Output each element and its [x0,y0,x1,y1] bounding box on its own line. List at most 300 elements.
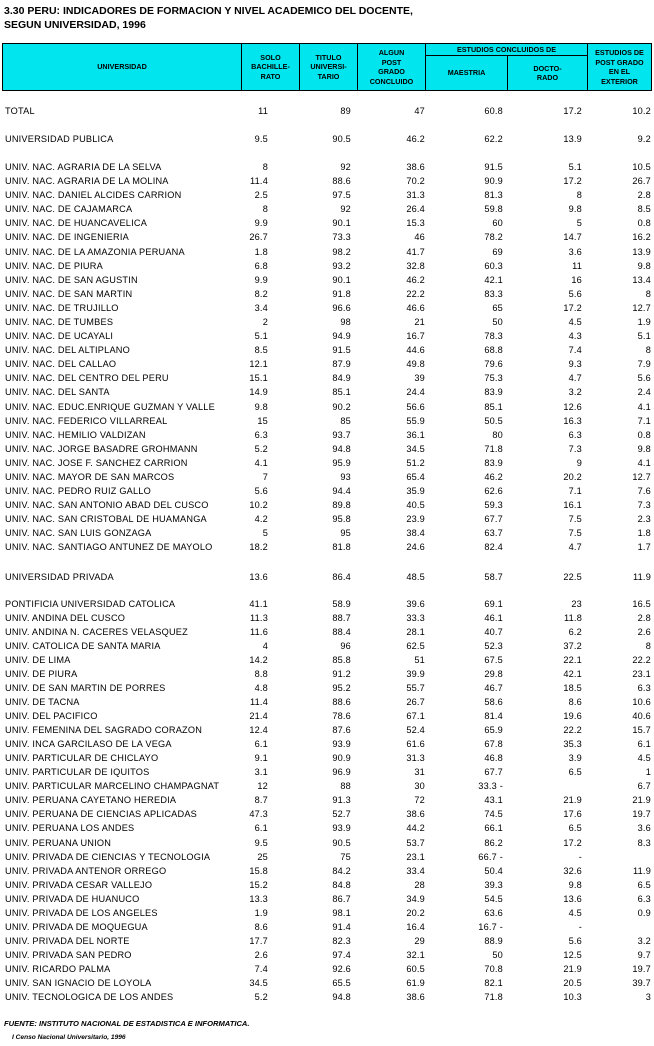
cell-universidad: UNIV. NAC. JOSE F. SANCHEZ CARRION [5,457,188,468]
cell-value: 9.7 [637,949,651,960]
cell-universidad: UNIV. ANDINA DEL CUSCO [5,613,126,624]
cell-value: 6.8 [254,260,268,271]
cell-value: 5.6 [568,935,582,946]
cell-value: 89 [340,106,351,116]
cell-value: 40.5 [406,500,425,511]
table-row [0,793,654,807]
cell-value: 24.4 [406,387,425,398]
table-row [0,836,654,850]
cell-value: 85.1 [332,387,351,398]
cell-universidad: UNIV. INCA GARCILASO DE LA VEGA [5,739,172,750]
cell-universidad: UNIV. NAC. DE SAN AGUSTIN [5,274,138,285]
cell-value: 22.2 [563,725,582,736]
cell-value: 67.7 [484,514,503,525]
cell-value: 94.8 [332,991,351,1002]
title-line-1: 3.30 PERU: INDICADORES DE FORMACION Y NIVEL ACADEMICO DEL DOCENTE, [4,5,413,17]
cell-value: 9 [576,457,582,468]
cell-value: 93 [340,471,351,482]
cell-value: 53.7 [406,837,425,848]
cell-value: 44.6 [406,345,425,356]
cell-value: 10.2 [249,500,268,511]
header-postgrado: ALGUN POST GRADO CONCLUIDO [357,44,425,90]
cell-value: 11 [572,260,582,271]
cell-value: 8.3 [637,837,651,848]
cell-value: 93.2 [332,260,351,271]
cell-value: 97.4 [332,949,351,960]
cell-value: 75.3 [484,373,503,384]
cell-value: 4.8 [254,683,268,694]
cell-value: 58.7 [484,572,503,582]
cell-value: 38.6 [406,809,425,820]
cell-value: 65.4 [406,471,425,482]
cell-value: 9.8 [637,443,651,454]
cell-value: 10.6 [632,697,651,708]
cell-value: 55.7 [406,683,425,694]
cell-value: 4.5 [637,753,651,764]
cell-value: 87.9 [332,359,351,370]
cell-value: 67.1 [406,711,425,722]
cell-value: 12.7 [632,471,651,482]
cell-value: 23 [571,599,582,609]
cell-value: 54.5 [484,893,503,904]
cell-value: 67.7 [484,767,503,778]
cell-value: 4.1 [254,457,268,468]
cell-value: 16.7 - [478,921,503,932]
table-row [0,709,654,723]
cell-value: 41.1 [249,599,268,609]
cell-value: 22.2 [632,655,651,666]
cell-value: 15.7 [632,725,651,736]
header-doctorado: DOCTO- RADO [507,56,587,90]
cell-value: 16.7 [406,331,425,342]
cell-value: 7.9 [637,359,651,370]
cell-value: 6.5 [568,823,582,834]
cell-value: 93.9 [332,739,351,750]
cell-value: 33.3 - [478,781,503,792]
cell-value: 91.5 [484,162,503,172]
cell-value: 66.1 [484,823,503,834]
cell-universidad: UNIV. NAC. DE TUMBES [5,316,114,327]
cell-value: 46.2 [406,274,425,285]
cell-value: 4.3 [568,331,582,342]
table-row [0,779,654,793]
table-row [0,906,654,920]
cell-value: 14.9 [249,387,268,398]
cell-value: 11.4 [250,697,268,708]
cell-value: 13.3 [249,893,268,904]
table-row [0,287,654,301]
cell-value: 47.3 [249,809,268,820]
cell-value: 90.1 [332,274,351,285]
table-row [0,301,654,315]
cell-value: 7.5 [568,528,582,539]
cell-value: 22.1 [563,655,582,666]
cell-value: 38.6 [406,991,425,1002]
cell-value: 8 [645,641,651,652]
cell-value: 87.6 [332,725,351,736]
cell-universidad: UNIV. SAN IGNACIO DE LOYOLA [5,977,152,988]
cell-value: 90.9 [484,176,503,187]
cell-value: 50.4 [484,865,503,876]
cell-value: 85.1 [484,401,503,412]
cell-universidad: UNIV. DE PIURA [5,669,78,680]
cell-value: 9.5 [254,837,268,848]
cell-value: 82.3 [332,935,351,946]
cell-value: 92 [340,204,351,215]
cell-universidad: UNIV. PRIVADA DE HUANUCO [5,893,140,904]
table-row [0,442,654,456]
cell-value: 4 [262,641,268,652]
cell-universidad: UNIV. NAC. DE SAN MARTIN [5,288,133,299]
table-row [0,188,654,202]
table-row [0,920,654,934]
cell-universidad: PONTIFICIA UNIVERSIDAD CATOLICA [5,599,176,609]
cell-value: 12.1 [249,359,268,370]
cell-universidad: UNIV. PERUANA LOS ANDES [5,823,135,834]
cell-value: 1 [645,767,651,778]
cell-value: 46.2 [484,471,503,482]
cell-value: 95.2 [332,683,351,694]
cell-value: 2.5 [254,190,268,201]
cell-value: 15.2 [249,879,268,890]
cell-value: 14.2 [249,655,268,666]
cell-universidad: UNIV. TECNOLOGICA DE LOS ANDES [5,991,174,1002]
cell-value: 32.8 [406,260,425,271]
cell-value: 83.9 [484,387,503,398]
table-row [0,695,654,709]
cell-universidad: UNIV. PERUANA CAYETANO HEREDIA [5,795,177,806]
table-title [4,4,413,32]
footer-census: I Censo Nacional Universitario, 1996 [12,1034,126,1041]
cell-value: 11.9 [633,865,651,876]
cell-value: 2.6 [637,627,651,638]
cell-value: 82.4 [484,542,503,553]
cell-value: 88.7 [332,613,351,624]
table-row [0,625,654,639]
cell-universidad: UNIV. NAC. DEL ALTIPLANO [5,345,130,356]
cell-value: 46.1 [484,613,503,624]
cell-universidad: UNIV. PRIVADA SAN PEDRO [5,949,132,960]
cell-value: 66.7 - [478,851,503,862]
cell-value: 38.4 [406,528,425,539]
table-row [0,526,654,540]
cell-value: 7.5 [568,514,582,525]
cell-universidad: UNIV. DE SAN MARTIN DE PORRES [5,683,166,694]
cell-value: 7.3 [568,443,582,454]
table-row [0,104,654,118]
cell-value: 9.8 [637,260,651,271]
cell-value: 26.7 [632,176,651,187]
table-row [0,259,654,273]
cell-universidad: UNIV. NAC. SAN CRISTOBAL DE HUAMANGA [5,514,207,525]
cell-value: 21.9 [632,795,651,806]
cell-value: 25 [257,851,268,862]
cell-value: 48.5 [406,572,425,582]
cell-value: 72 [414,795,425,806]
cell-value: 3.2 [637,935,651,946]
cell-value: 81.8 [332,542,351,553]
cell-value: 6.3 [637,683,651,694]
header-bachillerato: SOLO BACHILLE- RATO [241,44,299,90]
cell-universidad: UNIV. NAC. DE UCAYALI [5,331,114,342]
cell-value: 22.5 [563,572,582,582]
cell-value: 84.2 [332,865,351,876]
cell-value: 81.4 [484,711,503,722]
table-row [0,329,654,343]
table-row [0,160,654,174]
cell-value: 3.6 [568,246,582,257]
cell-value: 22.2 [406,288,425,299]
table-row [0,428,654,442]
cell-value: 35.9 [406,486,425,497]
cell-value: 3.2 [568,387,582,398]
cell-value: 8.8 [254,669,268,680]
cell-value: 0.8 [637,218,651,229]
cell-value: 39 [414,373,425,384]
cell-value: 60.8 [484,106,503,116]
cell-value: 8 [576,190,582,201]
cell-value: 6.7 [637,781,651,792]
cell-value: 83.9 [484,457,503,468]
cell-value: 1.9 [254,907,268,918]
cell-universidad: UNIV. NAC. FEDERICO VILLARREAL [5,415,168,426]
cell-value: 49.8 [406,359,425,370]
cell-value: 21.4 [249,711,268,722]
cell-universidad: UNIV. DE TACNA [5,697,80,708]
footer-source: FUENTE: INSTITUTO NACIONAL DE ESTADISTICA E INFORMATICA. [4,1019,250,1028]
table-row [0,512,654,526]
cell-value: 39.9 [406,669,425,680]
cell-value: 16.4 [406,921,425,932]
table-row [0,892,654,906]
cell-value: 6.3 [637,893,651,904]
cell-universidad: UNIV. RICARDO PALMA [5,963,111,974]
cell-value: 88 [340,781,351,792]
table-row [0,498,654,512]
table-row [0,343,654,357]
cell-value: 12 [257,781,268,792]
cell-value: 3.9 [568,753,582,764]
cell-value: 84.9 [332,373,351,384]
cell-value: 19.7 [632,809,651,820]
cell-value: 85 [340,415,351,426]
cell-value: 34.5 [406,443,425,454]
cell-value: 71.8 [484,443,503,454]
cell-value: 70.8 [484,963,503,974]
cell-universidad: UNIV. PRIVADA CESAR VALLEJO [5,879,153,890]
cell-value: 4.5 [568,316,582,327]
cell-value: 96.9 [332,767,351,778]
table-row [0,751,654,765]
table-row [0,216,654,230]
cell-value: 88.6 [332,697,351,708]
cell-value: 12.5 [563,949,582,960]
cell-value: 69 [492,246,503,257]
cell-universidad: UNIV. NAC. DE TRUJILLO [5,302,119,313]
cell-value: 10.2 [632,106,651,116]
cell-value: 7.4 [568,345,582,356]
table-row [0,371,654,385]
cell-universidad: UNIV. NAC. DE PIURA [5,260,103,271]
cell-value: 21.9 [563,795,582,806]
table-row [0,400,654,414]
cell-value: 78.2 [484,232,503,243]
cell-value: 2.8 [637,613,651,624]
cell-value: 96.6 [332,302,351,313]
cell-value: 93.7 [332,429,351,440]
cell-universidad: UNIV. PERUANA UNION [5,837,112,848]
cell-value: 43.1 [484,795,503,806]
cell-value: 63.7 [484,528,503,539]
cell-value: 31 [414,767,425,778]
cell-value: 16 [571,274,582,285]
cell-value: 8.7 [254,795,268,806]
table-row [0,681,654,695]
table-row [0,174,654,188]
table-row [0,245,654,259]
cell-value: 8.5 [254,345,268,356]
cell-value: 26.7 [249,232,268,243]
cell-value: 79.6 [484,359,503,370]
cell-universidad: UNIV. PERUANA DE CIENCIAS APLICADAS [5,809,197,820]
cell-value: 6.2 [568,627,582,638]
cell-value: 39.6 [406,599,425,609]
cell-value: 23.9 [406,514,425,525]
cell-value: 89.8 [332,500,351,511]
cell-value: 5 [262,528,268,539]
cell-value: 40.6 [632,711,651,722]
cell-value: 9.8 [254,401,268,412]
table-row [0,456,654,470]
cell-value: 8.6 [568,697,582,708]
cell-value: 7 [262,471,268,482]
cell-universidad: UNIV. NAC. SAN ANTONIO ABAD DEL CUSCO [5,500,209,511]
table-row [0,934,654,948]
cell-value: 5.1 [254,331,268,342]
cell-value: 46.7 [484,683,503,694]
cell-value: 9.2 [637,134,651,144]
cell-value: 90.1 [332,218,351,229]
cell-value: 7.4 [254,963,268,974]
cell-value: 5.1 [568,162,582,172]
cell-value: 4.7 [568,373,582,384]
cell-value: 46.8 [484,753,503,764]
cell-universidad: UNIV. PRIVADA DE CIENCIAS Y TECNOLOGIA [5,851,211,862]
cell-value: 94.9 [332,331,351,342]
cell-value: 91.3 [332,795,351,806]
cell-value: 2.4 [637,387,651,398]
cell-value: 30 [414,781,425,792]
cell-value: 28.1 [406,627,425,638]
cell-value: 8.6 [254,921,268,932]
cell-value: 96 [340,641,351,652]
cell-value: 86.2 [484,837,503,848]
cell-value: 65.9 [484,725,503,736]
cell-value: 62.2 [484,134,503,144]
table-row [0,273,654,287]
cell-value: 13.4 [632,274,651,285]
cell-value: 15.8 [249,865,268,876]
cell-value: 16.3 [563,415,582,426]
cell-value: 90.5 [332,837,351,848]
cell-value: 9.5 [254,134,268,144]
cell-value: 5.1 [637,331,651,342]
table-row [0,484,654,498]
cell-value: 82.1 [484,977,503,988]
cell-value: 91.8 [332,288,351,299]
cell-value: 8 [262,162,268,172]
table-row [0,570,654,584]
cell-universidad: UNIV. NAC. DE HUANCAVELICA [5,218,148,229]
cell-value: 1.7 [637,542,651,553]
cell-value: 16.5 [632,599,651,609]
table-row [0,540,654,554]
cell-value: 78.3 [484,331,503,342]
cell-value: 11 [258,106,268,116]
cell-value: 3 [645,991,651,1002]
cell-value: 4.2 [254,514,268,525]
cell-value: 1.8 [254,246,268,257]
cell-value: 32.1 [406,949,425,960]
cell-value: 65 [492,302,503,313]
cell-value: 84.8 [332,879,351,890]
cell-value: 26.4 [406,204,425,215]
cell-value: 17.2 [563,837,582,848]
cell-value: 9.9 [254,218,268,229]
cell-universidad: UNIV. NAC. JORGE BASADRE GROHMANN [5,443,198,454]
cell-value: 19.7 [632,963,651,974]
cell-value: 8.5 [637,204,651,215]
cell-value: 4.5 [568,907,582,918]
cell-value: 90.2 [332,401,351,412]
cell-universidad: UNIV. PRIVADA DE MOQUEGUA [5,921,148,932]
cell-universidad: UNIV. NAC. SANTIAGO ANTUNEZ DE MAYOLO [5,542,213,553]
table-row [0,414,654,428]
table-row [0,385,654,399]
cell-universidad: UNIV. ANDINA N. CACERES VELASQUEZ [5,627,188,638]
table-row [0,850,654,864]
cell-value: - [578,921,582,932]
table-row [0,864,654,878]
cell-value: 34.9 [406,893,425,904]
header-titulo: TITULO UNIVERSI- TARIO [299,44,357,90]
cell-value: 5.6 [254,486,268,497]
cell-value: 6.5 [637,879,651,890]
cell-value: 26.7 [406,697,425,708]
cell-value: 37.2 [563,641,582,652]
cell-value: 29.8 [484,669,503,680]
cell-value: 67.5 [484,655,503,666]
cell-value: 0.8 [637,429,651,440]
cell-value: 34.5 [249,977,268,988]
cell-value: 31.3 [406,190,425,201]
cell-value: 20.5 [563,977,582,988]
table-row [0,948,654,962]
cell-value: 14.7 [563,232,582,243]
cell-value: 2.3 [637,514,651,525]
cell-value: 97.5 [332,190,351,201]
cell-value: 46.2 [406,134,425,144]
cell-value: 6.1 [254,739,268,750]
cell-value: 78.6 [332,711,351,722]
cell-value: 2.8 [637,190,651,201]
cell-value: 8 [262,204,268,215]
cell-universidad: UNIV. NAC. DE LA AMAZONIA PERUANA [5,246,185,257]
header-maestria: MAESTRIA [425,56,507,90]
cell-value: 38.6 [406,162,425,172]
cell-value: 19.6 [563,711,582,722]
cell-value: 6.1 [254,823,268,834]
